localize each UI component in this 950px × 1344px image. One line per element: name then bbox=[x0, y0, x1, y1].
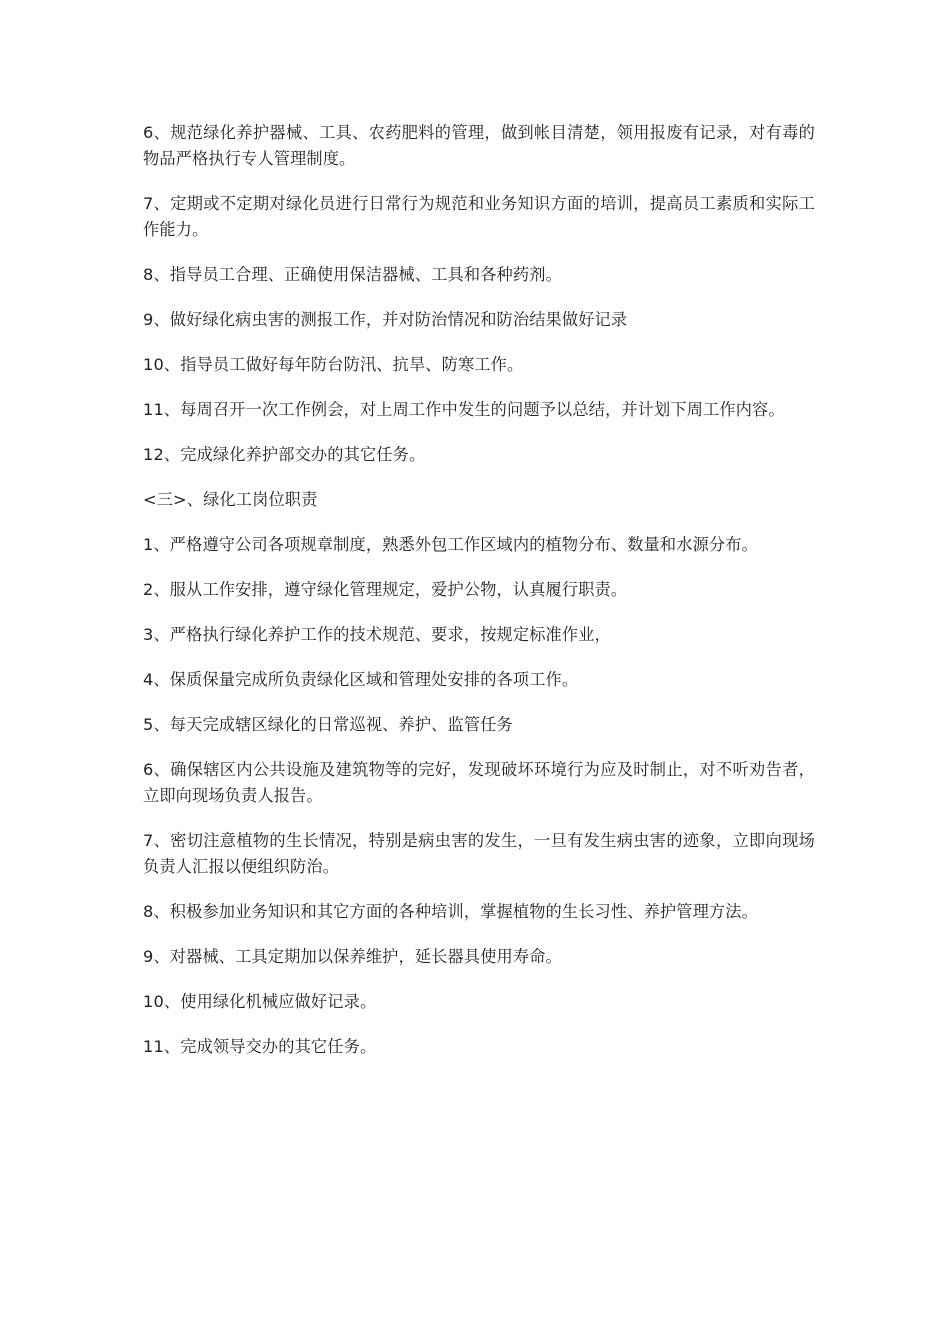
paragraph-duty-11: 11、每周召开一次工作例会，对上周工作中发生的问题予以总结，并计划下周工作内容。 bbox=[143, 400, 785, 419]
paragraph-worker-duty-5: 5、每天完成辖区绿化的日常巡视、养护、监管任务 bbox=[143, 715, 513, 734]
paragraph-worker-duty-7: 7、密切注意植物的生长情况，特别是病虫害的发生，一旦有发生病虫害的迹象，立即向现场负责人汇报以便组织防治。 bbox=[143, 831, 815, 876]
paragraph-duty-8: 8、指导员工合理、正确使用保洁器械、工具和各种药剂。 bbox=[143, 265, 562, 284]
paragraph-worker-duty-1: 1、严格遵守公司各项规章制度，熟悉外包工作区域内的植物分布、数量和水源分布。 bbox=[143, 535, 758, 554]
paragraph-worker-duty-8: 8、积极参加业务知识和其它方面的各种培训，掌握植物的生长习性、养护管理方法。 bbox=[143, 902, 758, 921]
paragraph-worker-duty-10: 10、使用绿化机械应做好记录。 bbox=[143, 992, 377, 1011]
document-body bbox=[143, 120, 815, 1079]
paragraph-duty-7: 7、定期或不定期对绿化员进行日常行为规范和业务知识方面的培训，提高员工素质和实际工作能力。 bbox=[143, 194, 815, 239]
paragraph-worker-duty-11: 11、完成领导交办的其它任务。 bbox=[143, 1037, 377, 1056]
paragraph-duty-12: 12、完成绿化养护部交办的其它任务。 bbox=[143, 445, 426, 464]
paragraph-duty-9: 9、做好绿化病虫害的测报工作，并对防治情况和防治结果做好记录 bbox=[143, 310, 628, 329]
paragraph-worker-duty-4: 4、保质保量完成所负责绿化区域和管理处安排的各项工作。 bbox=[143, 670, 579, 689]
paragraph-worker-duty-3: 3、严格执行绿化养护工作的技术规范、要求，按规定标准作业， bbox=[143, 625, 611, 644]
paragraph-duty-10: 10、指导员工做好每年防台防汛、抗旱、防寒工作。 bbox=[143, 355, 524, 374]
paragraph-worker-duty-2: 2、服从工作安排，遵守绿化管理规定，爱护公物，认真履行职责。 bbox=[143, 580, 628, 599]
paragraph-worker-duty-6: 6、确保辖区内公共设施及建筑物等的完好，发现破坏环境行为应及时制止，对不听劝告者，立即向现场负责人报告。 bbox=[143, 760, 815, 805]
paragraph-worker-duty-9: 9、对器械、工具定期加以保养维护，延长器具使用寿命。 bbox=[143, 947, 562, 966]
paragraph-duty-6: 6、规范绿化养护器械、工具、农药肥料的管理，做到帐目清楚，领用报废有记录，对有毒的物品严格执行专人管理制度。 bbox=[143, 123, 815, 168]
section-heading: <三>、绿化工岗位职责 bbox=[143, 490, 318, 509]
